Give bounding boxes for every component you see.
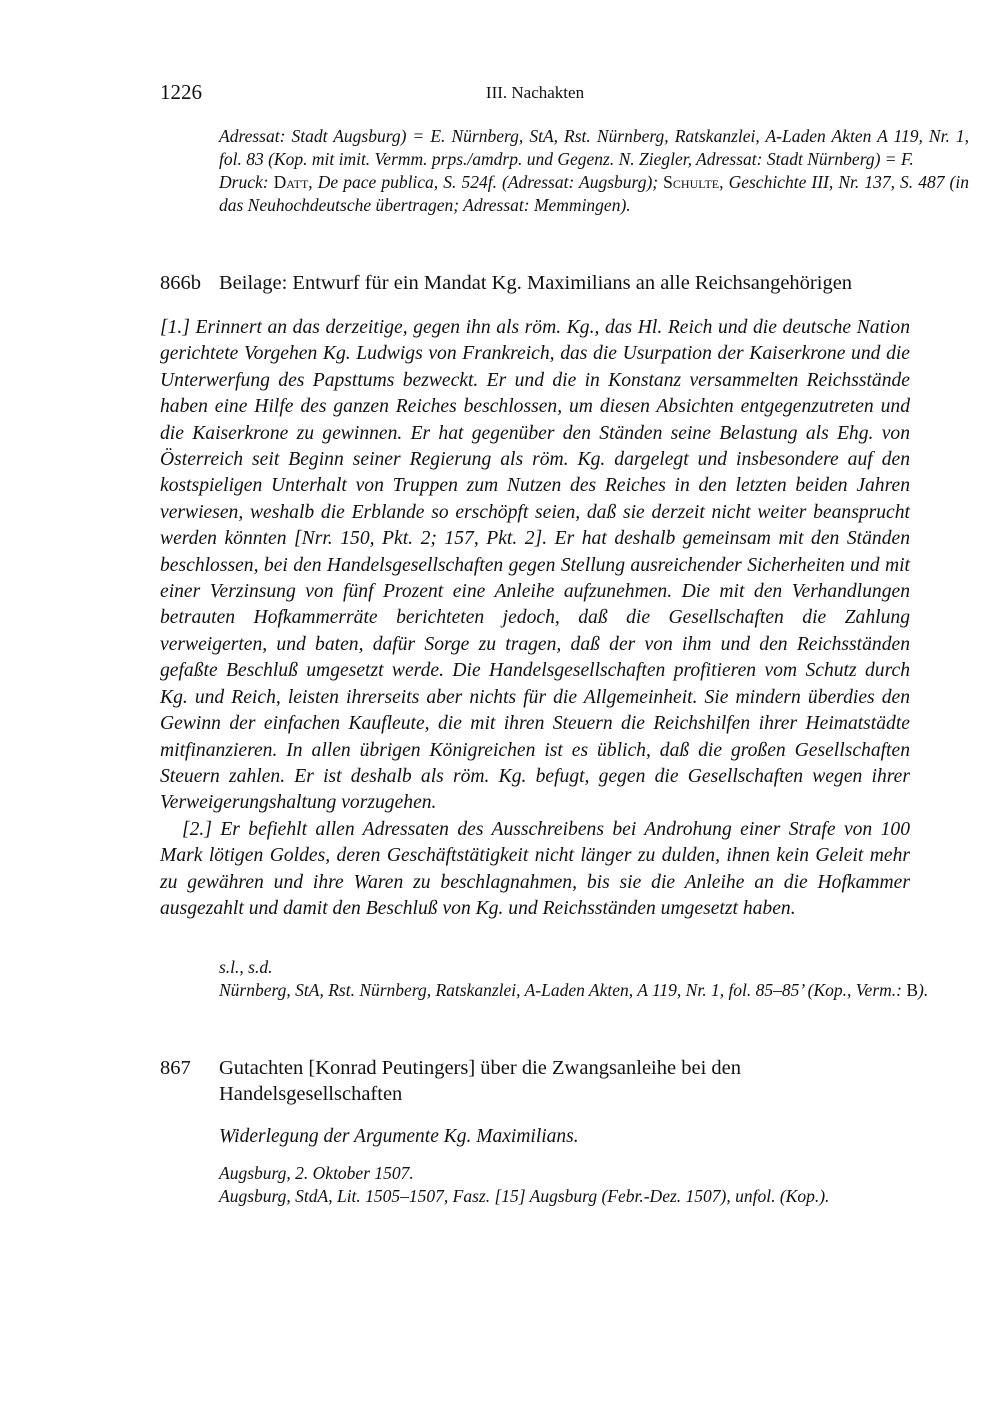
- version-siglum: B: [906, 980, 919, 1000]
- document-title: Beilage: Entwurf für ein Mandat Kg. Maximilians an alle Reichsangehörigen: [219, 272, 853, 294]
- source-notes-866b: [219, 956, 969, 1002]
- document-summary: [160, 315, 910, 922]
- document-number: 867: [160, 1057, 191, 1079]
- document-date: Augsburg, 2. Oktober 1507.: [219, 1163, 414, 1183]
- archive-source: [219, 979, 969, 1002]
- page-header: [160, 80, 910, 106]
- document-heading-867: [160, 1055, 910, 1107]
- source-notes-top: [219, 125, 969, 217]
- source-notes-867: [219, 1162, 969, 1208]
- archive-source-end: ).: [918, 980, 929, 1000]
- summary-paragraph-2: [2.] Er befiehlt allen Adressaten des Ausschreibens bei Androhung einer Strafe von 100 Mark lötigen Goldes, deren Geschäftstätigkeit nicht länger zu dulden, ihnen kein Geleit mehr zu gewähren und ihre Waren zu beschlagnahmen, bis sie die Anleihe an die Hofkammer ausgezahlt und damit den Beschluß von Kg. und Reichsständen umgesetzt haben.: [160, 818, 910, 919]
- druck-label: Druck:: [219, 172, 269, 192]
- archive-source-text: Nürnberg, StA, Rst. Nürnberg, Ratskanzlei, A-Laden Akten, A 119, Nr. 1, fol. 85–85’ (Kop., Verm.:: [219, 980, 902, 1000]
- druck-text: , De pace publica, S. 524f. (Adressat: Augsburg);: [308, 172, 659, 192]
- document-heading-866b: [160, 270, 910, 296]
- document-number: 866b: [160, 272, 201, 294]
- page-number: 1226: [160, 80, 202, 104]
- archive-source: Augsburg, StdA, Lit. 1505–1507, Fasz. [15] Augsburg (Febr.-Dez. 1507), unfol. (Kop.).: [219, 1186, 830, 1206]
- source-line-adressat: Adressat: Stadt Augsburg) = E. Nürnberg, StA, Rst. Nürnberg, Ratskanzlei, A-Laden Akten A 119, Nr. 1, fol. 83 (Kop. mit imit. Vermm. prps./amdrp. und Gegenz. N. Ziegler, Adressat: Stadt Nürnberg) = F.: [219, 126, 969, 169]
- running-head: III. Nachakten: [485, 83, 585, 102]
- document-description: [219, 1125, 969, 1148]
- document-date: s.l., s.d.: [219, 957, 273, 977]
- source-line-druck: [219, 171, 969, 217]
- druck-text-end: , Geschichte III, Nr. 137, S. 487 (in das Neuhochdeutsche übertragen; Adressat: Memmingen).: [219, 172, 969, 215]
- description-text: Widerlegung der Argumente Kg. Maximilians.: [219, 1126, 579, 1147]
- summary-paragraph-1: [1.] Erinnert an das derzeitige, gegen ihn als röm. Kg., das Hl. Reich und die deutsche Nation gerichtete Vorgehen Kg. Ludwigs von Frankreich, das die Usurpation der Kaiserkrone und die Unterwerfung des Papsttums bezweckt. Er und die in Konstanz versammelten Reichsstände haben eine Hilfe des ganzen Reiches beschlossen, um diesen Absichten entgegenzutreten und die Kaiserkrone zu gewinnen. Er hat gegenüber den Ständen seine Belastung als Ehg. von Österreich seit Beginn seiner Regierung als röm. Kg. dargelegt und insbesondere auf den kostspieligen Unterhalt von Truppen zum Nutzen des Reiches in den letzten beiden Jahren verwiesen, weshalb die Erblande so erschöpft seien, daß sie derzeit nicht weiter beansprucht werden könnten [Nrr. 150, Pkt. 2; 157, Pkt. 2]. Er hat deshalb gemeinsam mit den Ständen beschlossen, bei den Handelsgesellschaften gegen Stellung ausreichender Sicherheiten und mit einer Verzinsung von fünf Prozent eine Anleihe aufzunehmen. Die mit den Verhandlungen betrauten Hofkammerräte berichteten jedoch, daß die Gesellschaften die Zahlung verweigerten, und baten, dafür Sorge zu tragen, daß der von ihm und den Reichsständen gefaßte Beschluß umgesetzt werde. Die Handelsgesellschaften profitieren vom Schutz durch Kg. und Reich, leisten ihrerseits aber nichts für die Allgemeinheit. Sie mindern überdies den Gewinn der einfachen Kaufleute, die mit ihren Steuern die Reichshilfen ihrer Heimatstädte mitfinanzieren. In allen übrigen Königreichen ist es üblich, daß die großen Gesellschaften Steuern zahlen. Er ist deshalb als röm. Kg. befugt, gegen die Gesellschaften wegen ihrer Verweigerungshaltung vorzugehen.: [160, 317, 910, 814]
- author-schulte: Schulte: [663, 172, 720, 192]
- author-datt: Datt: [273, 172, 309, 192]
- document-title: Gutachten [Konrad Peutingers] über die Zwangsanleihe bei den Handelsgesellschaften: [219, 1057, 741, 1105]
